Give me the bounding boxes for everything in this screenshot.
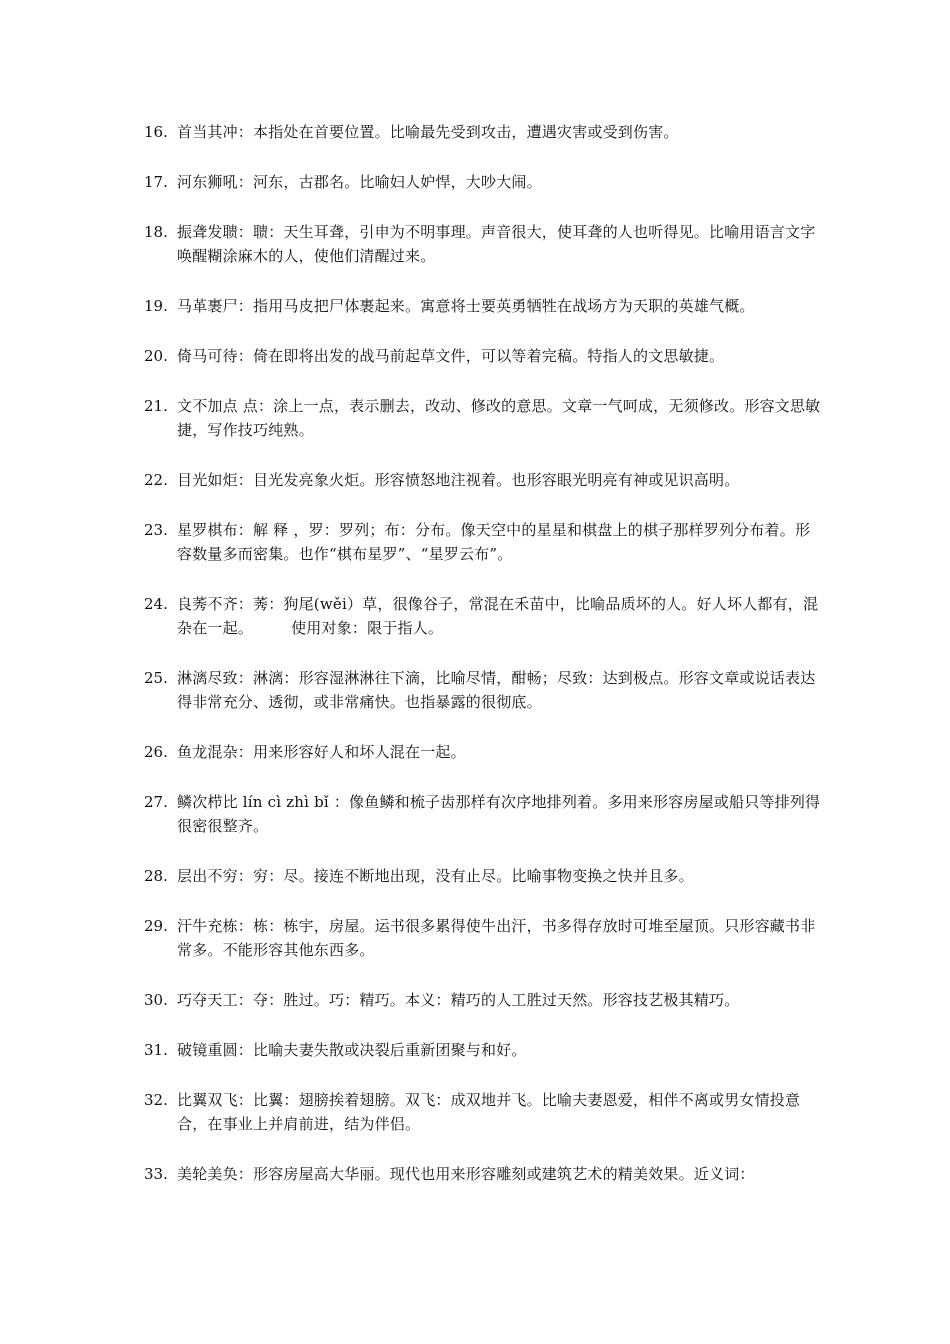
idiom-entry <box>144 468 824 492</box>
idiom-entry <box>144 1162 824 1186</box>
entry-number: 22. <box>144 471 168 489</box>
idiom-entry <box>144 1088 824 1136</box>
entry-definition: 巧夺天工：夺：胜过。巧：精巧。本义：精巧的人工胜过天然。形容技艺极其精巧。 <box>177 991 740 1009</box>
entry-definition: 河东狮吼：河东，古郡名。比喻妇人妒悍，大吵大闹。 <box>177 173 542 191</box>
entry-number: 19. <box>144 297 168 315</box>
entry-number: 25. <box>144 669 168 687</box>
entry-definition: 鳞次栉比 lín cì zhì bǐ ：像鱼鳞和梳子齿那样有次序地排列着。多用来形容房屋或船只等排列得很密很整齐。 <box>177 793 821 835</box>
idiom-entry <box>144 170 824 194</box>
entry-number: 23. <box>144 521 168 539</box>
entry-number: 31. <box>144 1041 168 1059</box>
idiom-entry <box>144 592 824 640</box>
entry-number: 32. <box>144 1091 168 1109</box>
idiom-entry <box>144 790 824 838</box>
entry-number: 21. <box>144 397 168 415</box>
entry-number: 17. <box>144 173 168 191</box>
idiom-entry <box>144 518 824 566</box>
entry-definition: 淋漓尽致：淋漓：形容湿淋淋往下滴，比喻尽情，酣畅；尽致：达到极点。形容文章或说话表达得非常充分、透彻，或非常痛快。也指暴露的很彻底。 <box>177 669 816 711</box>
entry-definition: 良莠不齐：莠：狗尾(wěi）草，很像谷子，常混在禾苗中，比喻品质坏的人。好人坏人都有，混杂在一起。 使用对象：限于指人。 <box>177 595 819 637</box>
entry-definition: 美轮美奂：形容房屋高大华丽。现代也用来形容雕刻或建筑艺术的精美效果。近义词： <box>177 1165 755 1183</box>
entry-definition: 破镜重圆：比喻夫妻失散或决裂后重新团聚与和好。 <box>177 1041 527 1059</box>
idiom-entry <box>144 344 824 368</box>
entry-definition: 比翼双飞：比翼：翅膀挨着翅膀。双飞：成双地并飞。比喻夫妻恩爱，相伴不离或男女情投意合，在事业上并肩前进，结为伴侣。 <box>177 1091 801 1133</box>
idiom-entry <box>144 914 824 962</box>
entry-definition: 振聋发聩：聩：天生耳聋，引申为不明事理。声音很大，使耳聋的人也听得见。比喻用语言文字唤醒糊涂麻木的人，使他们清醒过来。 <box>177 223 816 265</box>
entry-definition: 鱼龙混杂：用来形容好人和坏人混在一起。 <box>177 743 466 761</box>
entry-definition: 层出不穷：穷：尽。接连不断地出现，没有止尽。比喻事物变换之快并且多。 <box>177 867 694 885</box>
entry-number: 26. <box>144 743 168 761</box>
idiom-entry <box>144 666 824 714</box>
entry-definition: 目光如炬：目光发亮象火炬。形容愤怒地注视着。也形容眼光明亮有神或见识高明。 <box>177 471 740 489</box>
entry-number: 20. <box>144 347 168 365</box>
entry-number: 18. <box>144 223 168 241</box>
idiom-entry <box>144 1038 824 1062</box>
entry-definition: 星罗棋布：解 释 ，罗：罗列；布：分布。像天空中的星星和棋盘上的棋子那样罗列分布着。形容数量多而密集。也作“棋布星罗”、“星罗云布”。 <box>177 521 811 563</box>
entry-definition: 首当其冲：本指处在首要位置。比喻最先受到攻击，遭遇灾害或受到伤害。 <box>177 123 679 141</box>
idiom-entry <box>144 220 824 268</box>
entry-definition: 汗牛充栋：栋：栋宇，房屋。运书很多累得使牛出汗，书多得存放时可堆至屋顶。只形容藏书非常多。不能形容其他东西多。 <box>177 917 816 959</box>
idiom-entry <box>144 988 824 1012</box>
entry-number: 16. <box>144 123 168 141</box>
idiom-list <box>144 120 824 1212</box>
entry-number: 29. <box>144 917 168 935</box>
entry-definition: 马革裹尸：指用马皮把尸体裹起来。寓意将士要英勇牺牲在战场方为天职的英雄气概。 <box>177 297 755 315</box>
entry-definition: 文不加点 点：涂上一点，表示删去，改动、修改的意思。文章一气呵成，无须修改。形容文思敏捷，写作技巧纯熟。 <box>177 397 821 439</box>
idiom-entry <box>144 740 824 764</box>
idiom-entry <box>144 394 824 442</box>
entry-number: 27. <box>144 793 168 811</box>
idiom-entry <box>144 294 824 318</box>
entry-number: 24. <box>144 595 168 613</box>
entry-number: 28. <box>144 867 168 885</box>
entry-number: 33. <box>144 1165 168 1183</box>
entry-definition: 倚马可待：倚在即将出发的战马前起草文件，可以等着完稿。特指人的文思敏捷。 <box>177 347 725 365</box>
entry-number: 30. <box>144 991 168 1009</box>
idiom-entry <box>144 864 824 888</box>
idiom-entry <box>144 120 824 144</box>
